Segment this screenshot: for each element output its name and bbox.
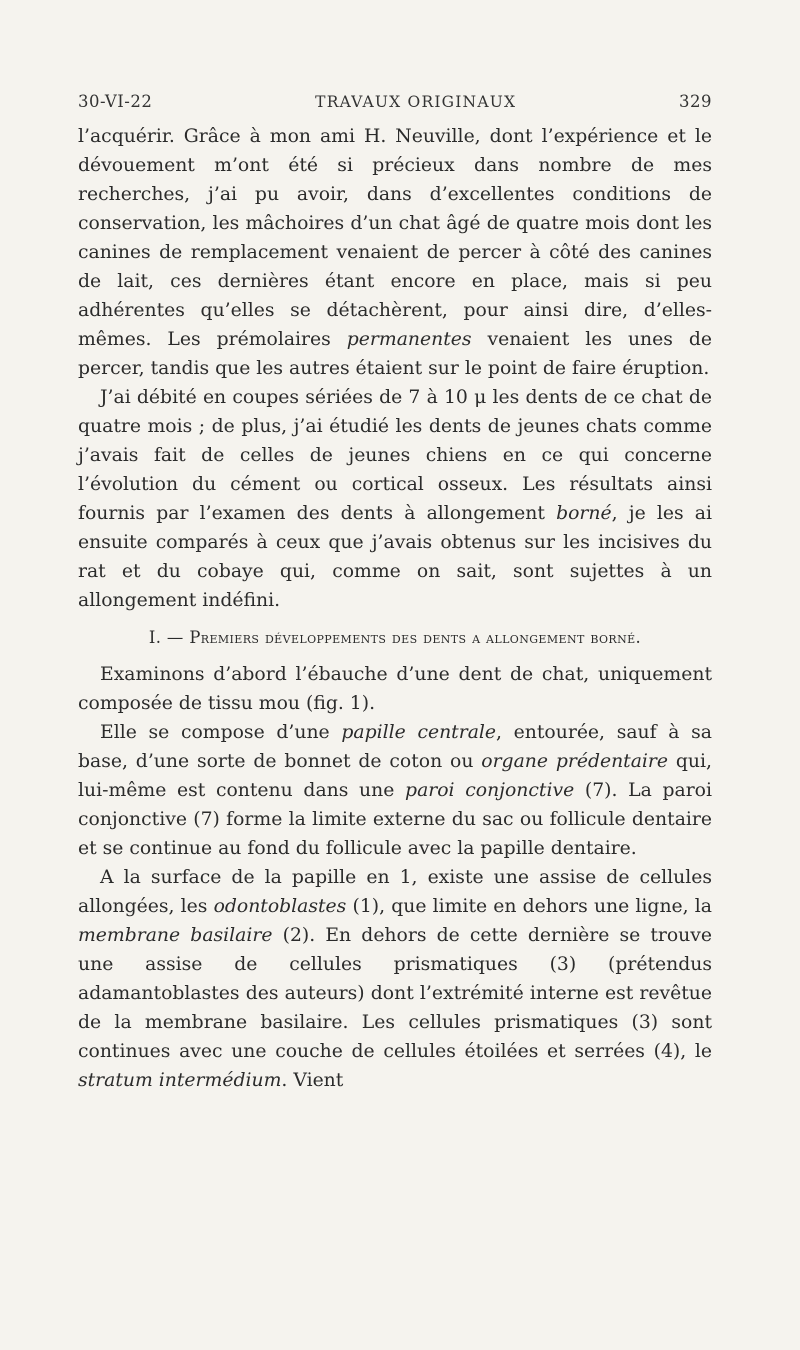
text-span: . Vient: [281, 1070, 344, 1091]
text-span: (2). En dehors de cette dernière se trouve une assise de cellules prismatiques (3) (prétendus adamantoblastes des auteurs) dont l’extrémité interne est revêtue de la membrane basilaire. Les cellules prismatiques (3) sont continues avec une couche de cellules étoilées et serrées (4), le: [78, 925, 713, 1062]
italic-term: odontoblastes: [213, 896, 347, 917]
text-span: Examinons d’abord l’ébauche d’une dent de chat, uniquement composée de tissu mou (fig. 1).: [78, 664, 712, 714]
paragraph-2: [78, 383, 712, 615]
italic-term: permanentes: [346, 329, 472, 350]
italic-term: stratum intermédium: [78, 1070, 282, 1091]
text-span: J’ai débité en coupes sériées de 7 à 10 μ les dents de ce chat de quatre mois ; de plus, j’ai étudié les dents de jeunes chats comme j’avais fait de celles de jeunes chiens en ce qui concerne l’évolution du cément ou cortical osseux. Les résultats ainsi fournis par l’examen des dents à allongement: [78, 387, 712, 524]
italic-term: borné: [556, 503, 612, 524]
section-heading: [78, 623, 712, 652]
text-span: (1), que limite en dehors une ligne, la: [346, 896, 712, 917]
header-title: TRAVAUX ORIGINAUX: [315, 93, 517, 111]
text-span: , je les ai ensuite comparés à ceux que j’avais obtenus sur les incisives du rat et du cobaye qui, comme on sait, sont sujettes à un allongement indéfini.: [78, 503, 712, 611]
italic-term: membrane basilaire: [78, 925, 273, 946]
paragraph-5: [78, 863, 712, 1095]
section-number: I. —: [148, 628, 184, 647]
text-span: (7). La paroi conjonctive (7) forme la limite externe du sac ou follicule dentaire et se continue au fond du follicule avec la papille dentaire.: [78, 780, 712, 859]
italic-term: paroi conjonctive: [405, 780, 575, 801]
paragraph-1: [78, 122, 712, 383]
paragraph-3: [78, 660, 712, 718]
paragraph-4: [78, 718, 712, 863]
page-number: 329: [679, 92, 712, 111]
italic-term: papille centrale: [341, 722, 497, 743]
section-title: Premiers développements des dents a allongement borné.: [189, 628, 642, 647]
italic-term: organe prédentaire: [481, 751, 669, 772]
text-span: venaient les unes de percer, tandis que les autres étaient sur le point de faire éruption.: [78, 329, 712, 379]
text-span: qui, lui-même est contenu dans une: [78, 751, 712, 801]
running-header: [78, 92, 712, 122]
text-span: A la surface de la papille en 1, existe une assise de cellules allongées, les: [78, 867, 712, 917]
text-span: l’acquérir. Grâce à mon ami H. Neuville, dont l’expérience et le dévouement m’ont été si précieux dans nombre de mes recherches, j’ai pu avoir, dans d’excellentes conditions de conservation, les mâchoires d’un chat âgé de quatre mois dont les canines de remplacement venaient de percer à côté des canines de lait, ces dernières étant encore en place, mais si peu adhérentes qu’elles se détachèrent, pour ainsi dire, d’elles-mêmes. Les prémolaires: [78, 126, 712, 350]
text-span: , entourée, sauf à sa base, d’une sorte de bonnet de coton ou: [78, 722, 712, 772]
book-page: [78, 92, 712, 1312]
text-span: Elle se compose d’une: [100, 722, 342, 743]
header-date: 30-VI-22: [78, 92, 153, 111]
